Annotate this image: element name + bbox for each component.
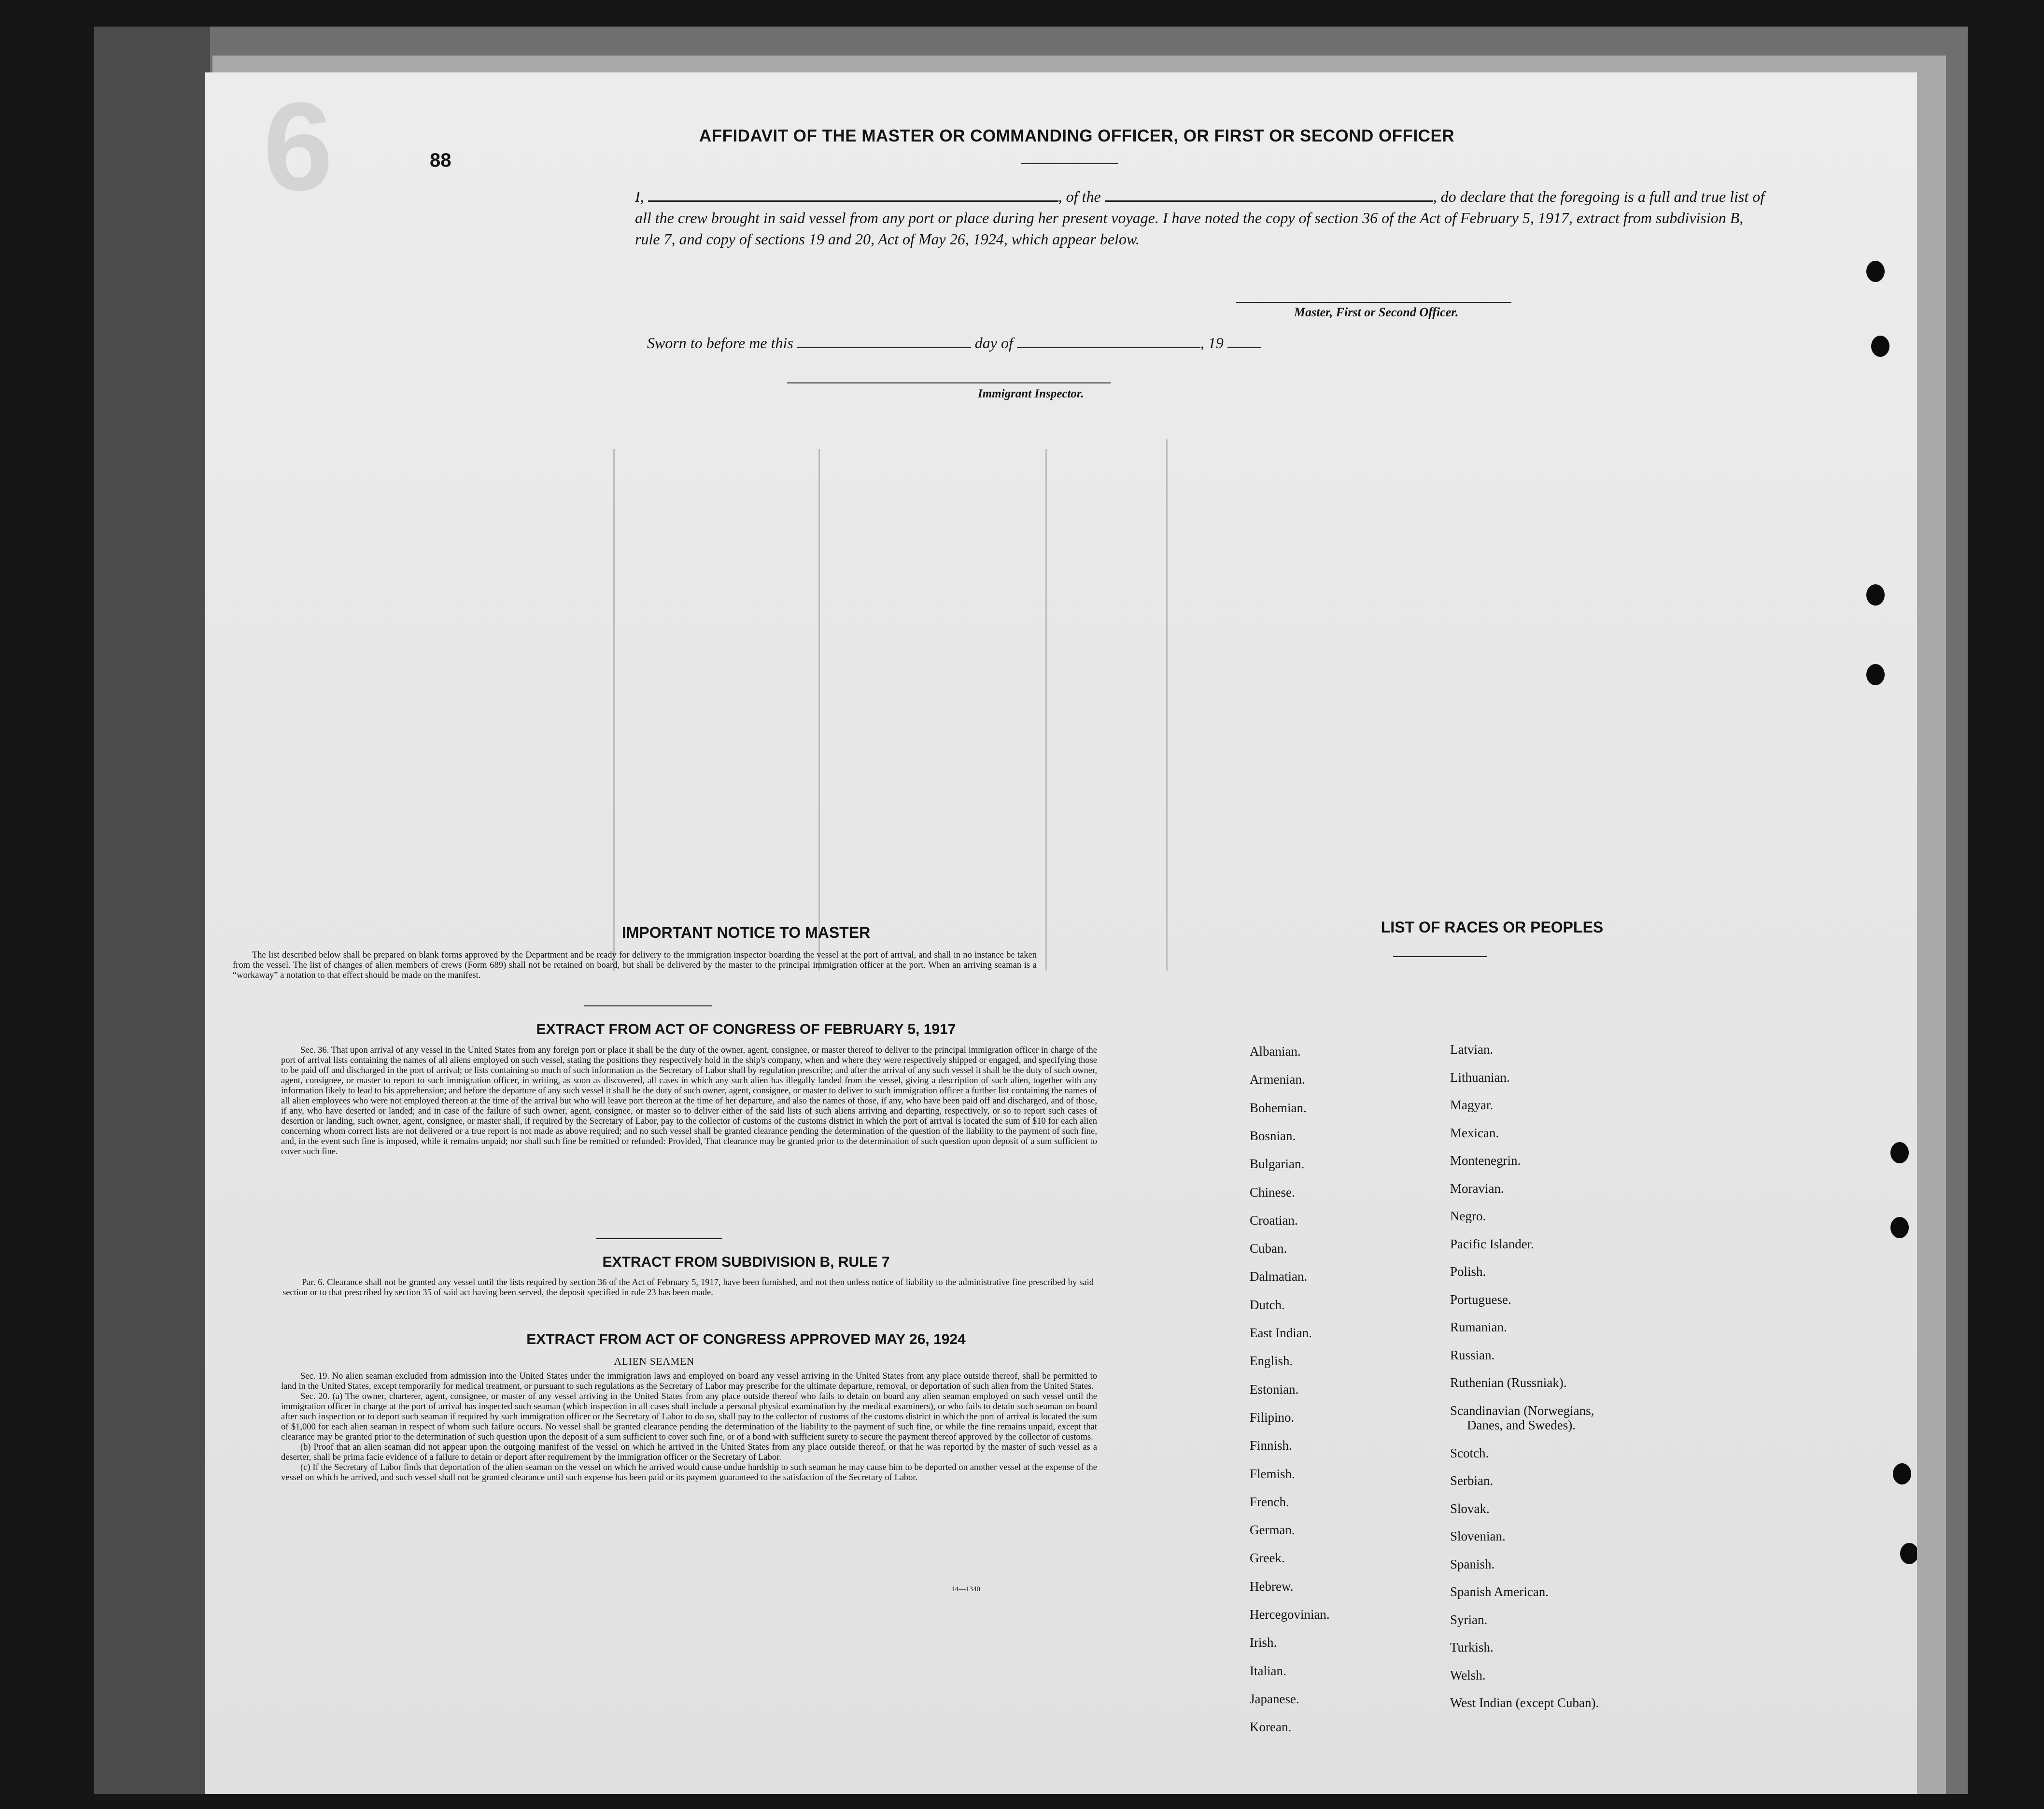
- extract-rule7-title: EXTRACT FROM SUBDIVISION B, RULE 7: [602, 1254, 890, 1270]
- race-item: West Indian (except Cuban).: [1450, 1696, 1599, 1710]
- year-prefix: , 19: [1200, 334, 1224, 352]
- race-item: Bulgarian.: [1250, 1157, 1305, 1172]
- race-item: Slovak.: [1450, 1501, 1490, 1516]
- race-item: Syrian.: [1450, 1612, 1488, 1627]
- binder-hole: [1890, 1217, 1909, 1238]
- race-item: Slovenian.: [1450, 1529, 1506, 1543]
- race-item: German.: [1250, 1523, 1295, 1538]
- race-item: Mexican.: [1450, 1125, 1499, 1140]
- section-divider: [596, 1238, 722, 1239]
- stamp-numeral: 6: [263, 77, 333, 217]
- notice-text: [233, 950, 1037, 981]
- race-item: Hercegovinian.: [1250, 1607, 1330, 1622]
- sec20c-paragraph: (c) If the Secretary of Labor finds that deportation of the alien seaman on the vessel on which he arrived would cause undue hardship to such seaman he may cause him to be deported on another vessel at the expense of the vessel on which he arrived, and such vessel shall not be granted clearance until such expense has been paid or its payment guaranteed to the satisfaction of the Secretary of Labor.: [281, 1463, 1097, 1483]
- race-item: Danes, and Swedes).: [1467, 1417, 1576, 1432]
- race-item: Negro.: [1450, 1209, 1486, 1223]
- race-item: French.: [1250, 1494, 1289, 1509]
- extract-1917-title: EXTRACT FROM ACT OF CONGRESS OF FEBRUARY 5, 1917: [536, 1021, 956, 1037]
- race-item: Korean.: [1250, 1720, 1292, 1735]
- form-code: 14—1340: [951, 1585, 980, 1593]
- binding-edge: [94, 27, 210, 1794]
- race-item: Welsh.: [1450, 1668, 1486, 1682]
- race-item: Albanian.: [1250, 1044, 1301, 1059]
- race-item: Latvian.: [1450, 1042, 1494, 1057]
- race-item: Spanish.: [1450, 1556, 1495, 1571]
- signature-label: Master, First or Second Officer.: [1294, 305, 1459, 319]
- race-item: Dalmatian.: [1250, 1269, 1308, 1284]
- race-item: Greek.: [1250, 1551, 1285, 1566]
- faint-column-rule: [1166, 439, 1168, 971]
- binder-hole: [1890, 1142, 1909, 1163]
- race-item: Rumanian.: [1450, 1320, 1507, 1334]
- master-name-blank: [648, 187, 1058, 202]
- extract-1917-paragraph: Sec. 36. That upon arrival of any vessel in the United States from any foreign port or place it shall be the duty of the owner, agent, consignee, or master thereof to deliver to the principal immigration officer in charge of the port of arrival lists containing the names of all aliens employed on such vessel, stating the positions they respectively hold in the ship's company, when and where they were respectively shipped or engaged, and specifying those to be paid off and discharged in the port of arrival; or lists containing so much of such information as the Secretary of Labor shall by regulation prescribe; and after the arrival of any such vessel it shall be the duty of such owner, agent, consignee, or master to report to such immigration officer, in writing, as soon as discovered, all cases in which any such alien has illegally landed from the vessel, giving a description of such alien, together with any information likely to lead to his apprehension; and before the departure of any such vessel it shall be the duty of such owner, agent, consignee, or master to deliver to such immigration officer a further list containing the names of all alien employees who were not employed thereon at the time of the arrival but who will leave port thereon at the time of her departure, and also the names of those, if any, who have been paid off and discharged, and of those, if any, who have deserted or landed; and in case of the failure of such owner, agent, consignee, or master so to deliver either of the said lists of such aliens arriving and departing, respectively, or so to report such cases of desertion or landing, such owner, agent, consignee, or master shall, if required by the Secretary of Labor, pay to the collector of customs of the customs district in which the port of arrival is located the sum of $10 for each alien concerning whom correct lists are not delivered or a true report is not made as above required; and no such vessel shall be granted clearance pending the determination of the question of the liability to the payment of such fine, and, in the event such fine is imposed, while it remains unpaid; nor shall such fine be remitted or refunded: Provided, That clearance may be granted prior to the determination of such question upon deposit of a sum sufficient to cover such fine.: [281, 1046, 1097, 1157]
- race-item: Croatian.: [1250, 1213, 1298, 1228]
- race-item: Flemish.: [1250, 1466, 1295, 1481]
- affidavit-body: [635, 186, 1765, 250]
- sworn-line: [647, 333, 1261, 352]
- affidavit-text: that the foregoing is a full and true list of all the crew brought in said vessel from any port or place during her present voyage. I have noted the copy of section 36 of the Act of February 5, 1917, extract from subdivision B, rule 7, and copy of sections 19 and 20, Act of May 26, 1924, which appear below.: [635, 188, 1765, 248]
- sworn-year-blank: [1227, 333, 1261, 348]
- race-item: Moravian.: [1450, 1181, 1504, 1196]
- signature-line: [1236, 302, 1511, 303]
- faint-column-rule: [818, 449, 820, 971]
- binder-hole: [1900, 1543, 1917, 1564]
- binder-hole: [1871, 336, 1889, 357]
- binder-hole: [1893, 1463, 1911, 1484]
- binder-hole: [1866, 584, 1885, 606]
- section-divider: [584, 1005, 712, 1006]
- title-underline: [1021, 163, 1118, 164]
- extract-1924-subtitle: ALIEN SEAMEN: [614, 1356, 695, 1367]
- race-item: Serbian.: [1450, 1473, 1494, 1488]
- extract-rule7-paragraph: Par. 6. Clearance shall not be granted any vessel until the lists required by section 36 of the Act of February 5, 1917, have been furnished, and not then unless notice of liability to the administrative fine prescribed by said section or to that prescribed by section 35 of said act having been served, the deposit specified in rule 23 has been made.: [282, 1278, 1094, 1298]
- race-item: Irish.: [1250, 1635, 1277, 1650]
- vessel-name-blank: [1105, 187, 1433, 202]
- race-item: Bosnian.: [1250, 1128, 1296, 1143]
- day-of-label: day of: [974, 334, 1013, 352]
- race-item: Japanese.: [1250, 1691, 1299, 1706]
- race-item: Ruthenian (Russniak).: [1450, 1375, 1567, 1390]
- affidavit-of-the: , of the: [1058, 188, 1101, 205]
- race-item: Dutch.: [1250, 1297, 1285, 1312]
- race-item: Portuguese.: [1450, 1292, 1511, 1307]
- race-item: Russian.: [1450, 1347, 1495, 1362]
- binder-hole: [1866, 261, 1885, 282]
- race-item: Magyar.: [1450, 1098, 1494, 1112]
- sec20b-paragraph: (b) Proof that an alien seaman did not appear upon the outgoing manifest of the vessel on which he arrived in the United States from any place outside thereof, or that he was reported by the master of such vessel as a deserter, shall be prima facie evidence of a failure to detain or deport after requirement by the immigration officer or the Secretary of Labor.: [281, 1442, 1097, 1462]
- races-title-underline: [1393, 956, 1487, 957]
- sworn-month-blank: [1017, 333, 1200, 348]
- notice-paragraph: The list described below shall be prepared on blank forms approved by the Department and be ready for delivery to the immigration inspector boarding the vessel at the port of arrival, and shall in no instance be taken from the vessel. The list of changes of alien members of crews (Form 689) shall not be retained on board, but shall be delivered by the master to the principal immigration officer at the port. When an arriving seaman is a “workaway” a notation to that effect should be made on the manifest.: [233, 950, 1037, 980]
- race-item: Armenian.: [1250, 1072, 1305, 1087]
- race-item: Scandinavian (Norwegians,: [1450, 1403, 1594, 1418]
- faint-column-rule: [613, 449, 615, 971]
- race-item: Estonian.: [1250, 1382, 1299, 1397]
- race-item: Italian.: [1250, 1663, 1286, 1678]
- inspector-label: Immigrant Inspector.: [978, 387, 1084, 400]
- affidavit-i: I,: [635, 188, 644, 205]
- sworn-day-blank: [797, 333, 971, 348]
- affidavit-do-declare: , do declare: [1433, 188, 1506, 205]
- race-item: Filipino.: [1250, 1410, 1295, 1425]
- race-item: Spanish American.: [1450, 1584, 1549, 1599]
- race-item: Montenegrin.: [1450, 1153, 1521, 1168]
- sworn-prefix: Sworn to before me this: [647, 334, 793, 352]
- race-item: Scotch.: [1450, 1445, 1489, 1460]
- race-item: Bohemian.: [1250, 1100, 1307, 1115]
- race-item: Chinese.: [1250, 1185, 1295, 1200]
- faint-column-rule: [1045, 449, 1047, 971]
- affidavit-title: AFFIDAVIT OF THE MASTER OR COMMANDING OFFICER, OR FIRST OR SECOND OFFICER: [699, 127, 1455, 145]
- race-item: Hebrew.: [1250, 1579, 1294, 1594]
- race-item: Pacific Islander.: [1450, 1236, 1534, 1251]
- race-item: Polish.: [1450, 1264, 1486, 1279]
- notice-title: IMPORTANT NOTICE TO MASTER: [621, 924, 871, 941]
- race-item: East Indian.: [1250, 1326, 1312, 1340]
- sec20a-paragraph: Sec. 20. (a) The owner, charterer, agent, consignee, or master of any vessel arriving in the United States from any place outside thereof who fails to detain on board any alien seaman employed on such vessel until the immigration officer in charge at the port of arrival has inspected such seaman (which inspection in all cases shall include a personal physical examination by the medical examiners), or who fails to detain such seaman on board after such inspection or to deport such seaman if required by such immigration officer or the Secretary of Labor to do so, shall pay to the collector of customs of the customs district in which the port of arrival is located the sum of $1,000 for each alien seaman in respect of whom such failure occurs. No vessel shall be granted clearance pending the determination of the liability to the payment of such fine, or while the fine remains unpaid, except that clearance may be granted prior to the determination of such question upon the deposit of a sum sufficient to cover such fine, or of a bond with sufficient surety to secure the payment thereof approved by the collector of customs.: [281, 1392, 1097, 1442]
- extract-rule7-text: [282, 1278, 1094, 1298]
- sec19-paragraph: Sec. 19. No alien seaman excluded from admission into the United States under the immigration laws and employed on board any vessel arriving in the United States from any place outside thereof, shall be permitted to land in the United States, except temporarily for medical treatment, or pursuant to such regulations as the Secretary of Labor may prescribe for the ultimate departure, removal, or deportation of such alien from the United States.: [281, 1371, 1097, 1391]
- race-item: Finnish.: [1250, 1438, 1292, 1453]
- inspector-line: [787, 382, 1111, 383]
- extract-1917-text: [281, 1046, 1097, 1157]
- extract-1924-text: [281, 1371, 1097, 1483]
- document-page: [205, 72, 1917, 1794]
- races-title: LIST OF RACES OR PEOPLES: [1381, 919, 1604, 936]
- race-item: Turkish.: [1450, 1640, 1494, 1654]
- binder-hole: [1866, 664, 1885, 685]
- extract-1924-title: EXTRACT FROM ACT OF CONGRESS APPROVED MAY 26, 1924: [526, 1331, 966, 1347]
- race-item: English.: [1250, 1354, 1293, 1369]
- race-item: Lithuanian.: [1450, 1070, 1510, 1085]
- page-mark: 88: [430, 150, 451, 171]
- race-item: Cuban.: [1250, 1241, 1287, 1256]
